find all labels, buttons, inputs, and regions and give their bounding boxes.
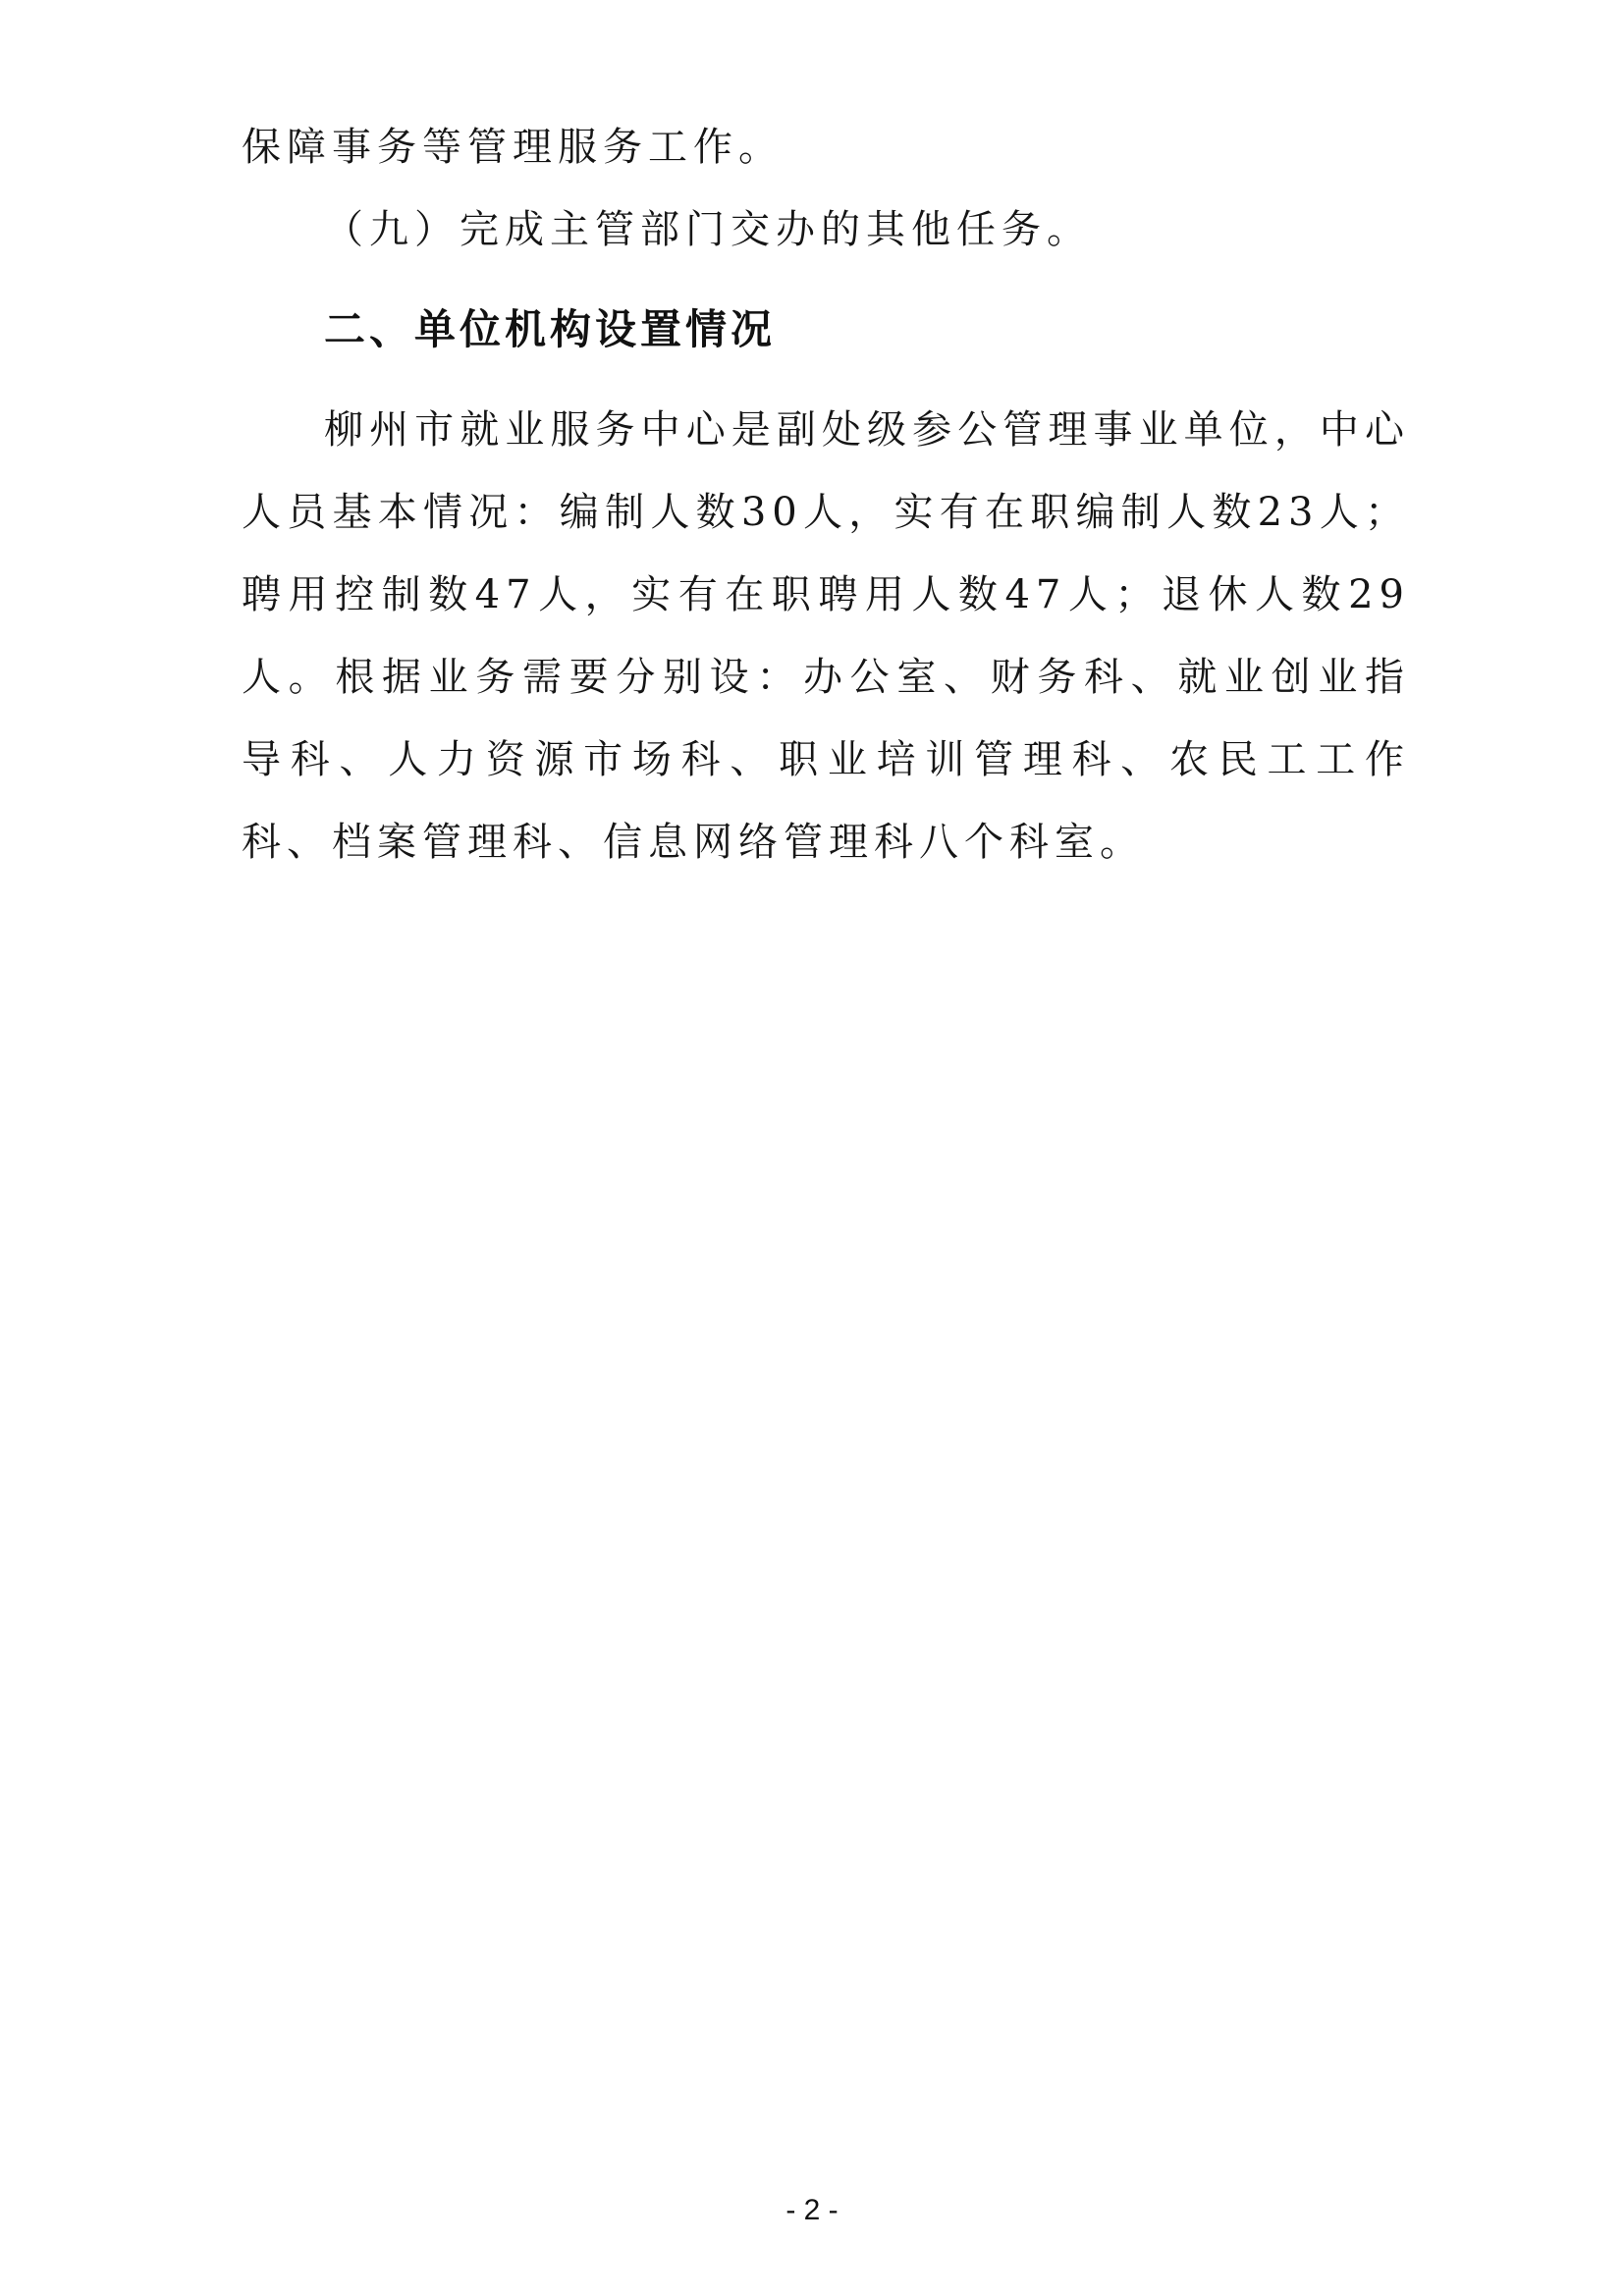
section-heading: 二、单位机构设置情况 bbox=[324, 305, 777, 353]
page-number: - 2 - bbox=[785, 2194, 839, 2226]
paragraph-continuation: 保障事务等管理服务工作。 bbox=[242, 125, 784, 170]
paragraph-item-nine: （九）完成主管部门交办的其他任务。 bbox=[324, 207, 1092, 252]
page-content bbox=[242, 106, 1410, 883]
body-paragraph: 柳州市就业服务中心是副处级参公管理事业单位，中心人员基本情况：编制人数30人，实有在职编制人数23人；聘用控制数47人，实有在职聘用人数47人；退休人数29人。根据业务需要分别设：办公室、财务科、就业创业指导科、人力资源市场科、职业培训管理科、农民工工作科、档案管理科、信息网络管理科八个科室。 bbox=[242, 407, 1410, 865]
